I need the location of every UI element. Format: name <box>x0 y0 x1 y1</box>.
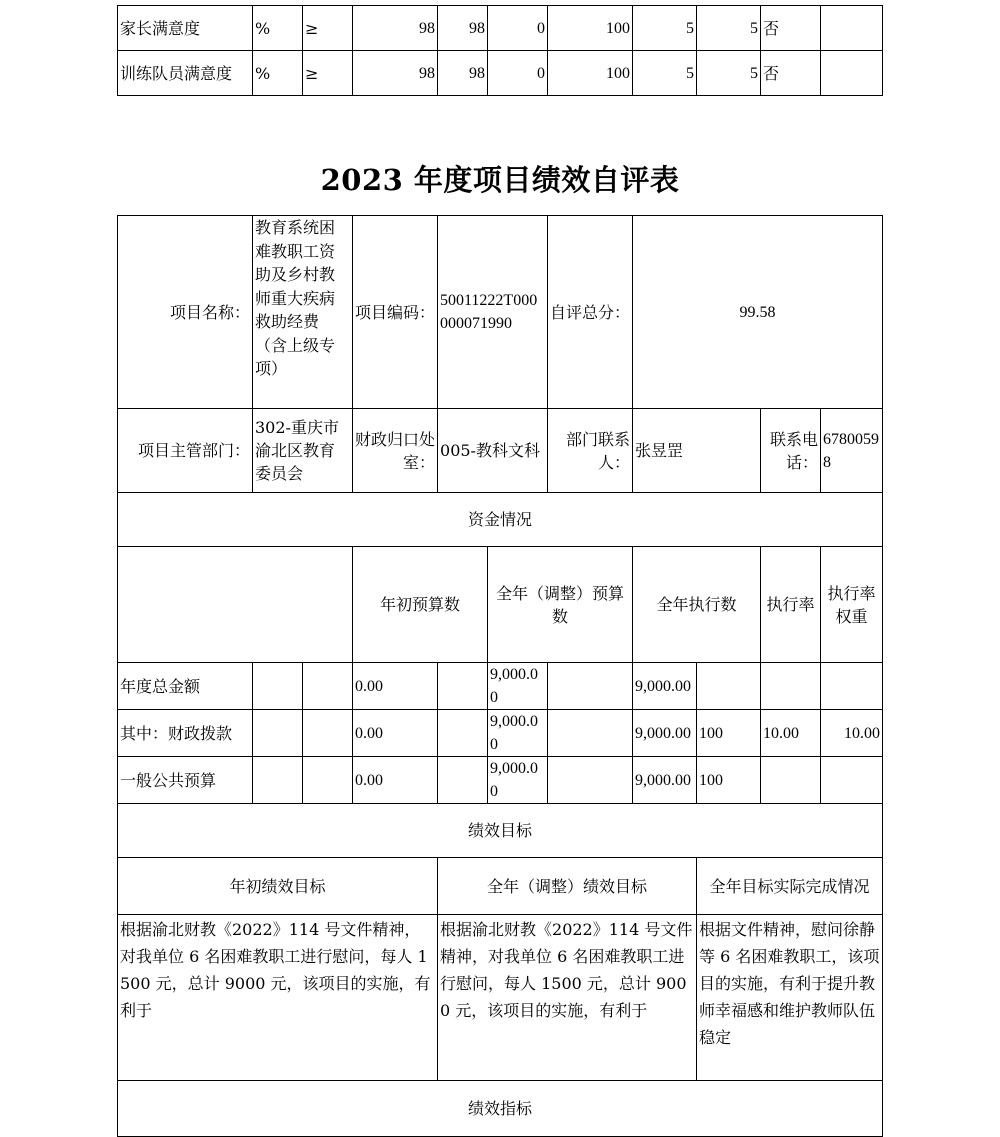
phone-label: 联系电话： <box>761 409 821 493</box>
goals-initial-text: 根据渝北财教《2022》114 号文件精神，对我单位 6 名困难教职工进行慰问，每人 1500 元，总计 9000 元，该项目的实施，有利于 <box>118 915 438 1081</box>
funds-row-label: 一般公共预算 <box>118 757 253 804</box>
empty-cell <box>253 710 303 757</box>
previous-indicator-table <box>117 5 883 96</box>
goals-actual-text: 根据文件精神，慰问徐静等 6 名困难教职工，该项目的实施，有利于提升教师幸福感和维护教师队伍稳定 <box>697 915 883 1081</box>
funds-adjusted: 9,000.00 <box>488 663 548 710</box>
indicator-note <box>821 51 883 96</box>
indicator-name: 家长满意度 <box>118 6 253 51</box>
goals-header-adjusted: 全年（调整）绩效目标 <box>438 858 697 915</box>
funds-adjusted: 9,000.00 <box>488 710 548 757</box>
page-title: 2023 年度项目绩效自评表 <box>320 163 680 197</box>
indicator-value: 98 <box>438 51 488 96</box>
indicator-value: 100 <box>548 6 633 51</box>
self-score-value: 99.58 <box>633 216 883 409</box>
indicator-operator: ≥ <box>303 6 353 51</box>
funds-weight <box>761 757 821 804</box>
table-row <box>118 663 883 710</box>
indicators-section-row <box>118 1081 883 1137</box>
indicators-section-title: 绩效指标 <box>118 1081 883 1137</box>
evaluation-table <box>117 215 883 1137</box>
project-name-label: 项目名称： <box>118 216 253 409</box>
phone-value: 67800598 <box>821 409 883 493</box>
funds-weight: 10.00 <box>761 710 821 757</box>
funds-header-weight: 执行率权重 <box>821 547 883 663</box>
funds-weight <box>761 663 821 710</box>
empty-cell <box>548 757 633 804</box>
empty-cell <box>303 710 353 757</box>
project-info-row <box>118 216 883 409</box>
indicator-value: 0 <box>488 6 548 51</box>
funds-row-label: 其中：财政拨款 <box>118 710 253 757</box>
table-row <box>118 6 883 51</box>
indicator-flag: 否 <box>761 51 821 96</box>
funds-score <box>821 663 883 710</box>
goals-header-row <box>118 858 883 915</box>
indicator-value: 5 <box>697 6 761 51</box>
funds-executed: 9,000.00 <box>633 710 697 757</box>
funds-initial: 0.00 <box>353 663 438 710</box>
funds-header-adjusted: 全年（调整）预算数 <box>488 547 633 663</box>
funds-rate: 100 <box>697 757 761 804</box>
dept-value: 302-重庆市渝北区教育委员会 <box>253 409 353 493</box>
funds-header-rate: 执行率 <box>761 547 821 663</box>
indicator-value: 5 <box>633 6 697 51</box>
funds-row-label: 年度总金额 <box>118 663 253 710</box>
funds-executed: 9,000.00 <box>633 757 697 804</box>
project-dept-row <box>118 409 883 493</box>
indicator-value: 98 <box>438 6 488 51</box>
funds-score: 10.00 <box>821 710 883 757</box>
funds-initial: 0.00 <box>353 757 438 804</box>
funds-header-initial: 年初预算数 <box>353 547 488 663</box>
table-row <box>118 710 883 757</box>
goals-section-row <box>118 804 883 858</box>
indicator-unit: % <box>253 6 303 51</box>
contact-value: 张昱罡 <box>633 409 761 493</box>
funds-executed: 9,000.00 <box>633 663 697 710</box>
funds-score <box>821 757 883 804</box>
table-row <box>118 757 883 804</box>
funds-adjusted: 9,000.00 <box>488 757 548 804</box>
funds-section-title: 资金情况 <box>118 493 883 547</box>
finance-label: 财政归口处室： <box>353 409 438 493</box>
empty-cell <box>548 710 633 757</box>
funds-initial: 0.00 <box>353 710 438 757</box>
indicator-name: 训练队员满意度 <box>118 51 253 96</box>
goals-header-actual: 全年目标实际完成情况 <box>697 858 883 915</box>
self-score-label: 自评总分： <box>548 216 633 409</box>
indicator-value: 98 <box>353 51 438 96</box>
indicator-operator: ≥ <box>303 51 353 96</box>
indicator-value: 5 <box>633 51 697 96</box>
empty-cell <box>438 710 488 757</box>
empty-cell <box>438 663 488 710</box>
funds-rate <box>697 663 761 710</box>
empty-cell <box>303 757 353 804</box>
indicator-unit: % <box>253 51 303 96</box>
indicator-value: 98 <box>353 6 438 51</box>
dept-label: 项目主管部门： <box>118 409 253 493</box>
table-row <box>118 51 883 96</box>
funds-rate: 100 <box>697 710 761 757</box>
goals-content-row <box>118 915 883 1081</box>
empty-cell <box>303 663 353 710</box>
empty-cell <box>548 663 633 710</box>
goals-adjusted-text: 根据渝北财教《2022》114 号文件精神，对我单位 6 名困难教职工进行慰问，每人 1500 元，总计 9000 元，该项目的实施，有利于 <box>438 915 697 1081</box>
project-code-label: 项目编码： <box>353 216 438 409</box>
project-name-value: 教育系统困难教职工资助及乡村教师重大疾病救助经费（含上级专项） <box>253 216 353 409</box>
empty-cell <box>438 757 488 804</box>
indicator-value: 5 <box>697 51 761 96</box>
funds-header-blank <box>118 547 353 663</box>
empty-cell <box>253 663 303 710</box>
indicator-value: 100 <box>548 51 633 96</box>
funds-header-row <box>118 547 883 663</box>
empty-cell <box>253 757 303 804</box>
goals-header-initial: 年初绩效目标 <box>118 858 438 915</box>
indicator-flag: 否 <box>761 6 821 51</box>
finance-value: 005-教科文科 <box>438 409 548 493</box>
project-code-value: 50011222T000000071990 <box>438 216 548 409</box>
contact-label: 部门联系人： <box>548 409 633 493</box>
funds-header-executed: 全年执行数 <box>633 547 761 663</box>
goals-section-title: 绩效目标 <box>118 804 883 858</box>
funds-section-row <box>118 493 883 547</box>
indicator-value: 0 <box>488 51 548 96</box>
indicator-note <box>821 6 883 51</box>
